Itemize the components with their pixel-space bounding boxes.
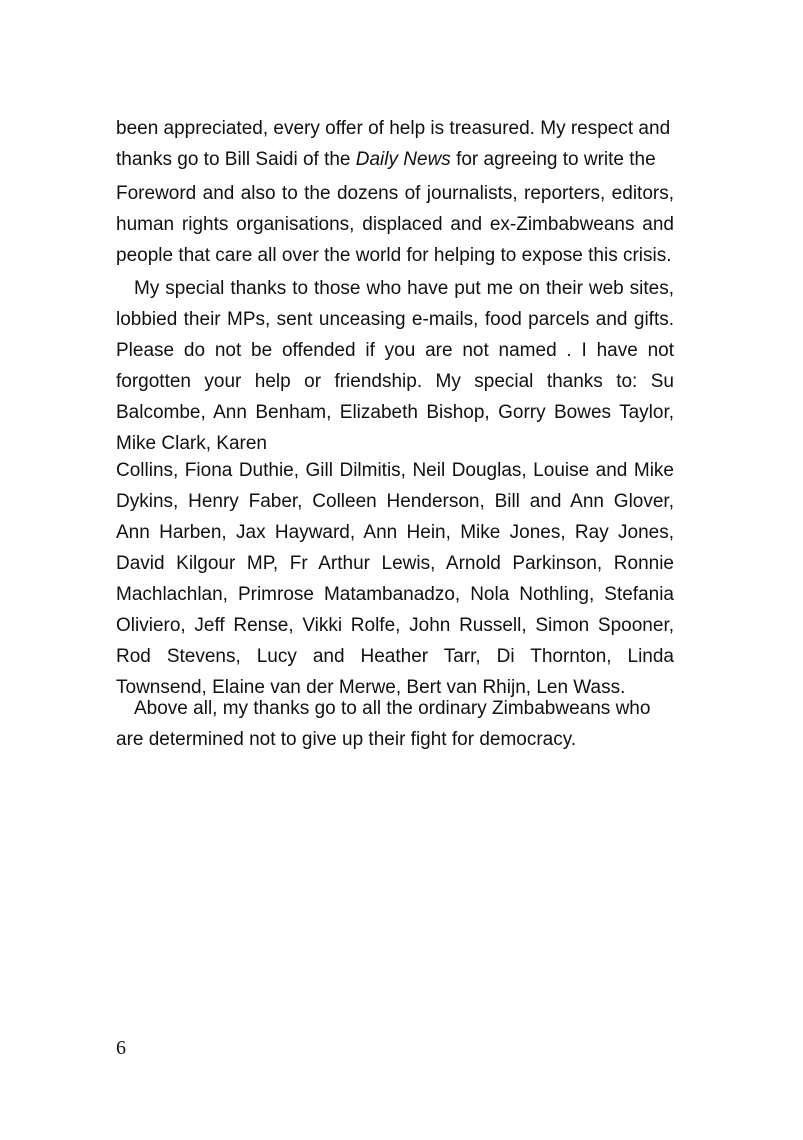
paragraph-special-thanks: My special thanks to those who have put me on their web sites, lobbied their MPs, sent unceasing e-mails, food parcels and gifts. Please do not be offended if you are not named . I have not forgotten your help or friendship. My special thanks to: Su Balcombe, Ann Benham, Elizabeth Bishop, Gorry Bowes Taylor, Mike Clark, Karen (116, 278, 674, 454)
paragraph-names-list: Collins, Fiona Duthie, Gill Dilmitis, Neil Douglas, Louise and Mike Dykins, Henry Faber, Colleen Henderson, Bill and Ann Glover, Ann Harben, Jax Hayward, Ann Hein, Mike Jones, Ray Jones, David Kilgour MP, Fr Arthur Lewis, Arnold Parkinson, Ronnie Machlachlan, Primrose Matambanadzo, Nola Nothling, Stefania Oliviero, Jeff Rense, Vikki Rolfe, John Russell, Simon Spooner, Rod Stevens, Lucy and Heather Tarr, Di Thornton, Linda Townsend, Elaine van der Merwe, Bert van Rhijn, Len Wass. (116, 460, 674, 698)
paragraph-text: been appreciated, every offer of help is treasured. My respect and thanks go to Bill Saidi of the (116, 118, 671, 170)
page-number: 6 (116, 1037, 126, 1059)
paragraph-acknowledgement-start (116, 113, 674, 175)
paragraph-foreword-thanks: Foreword and also to the dozens of journalists, reporters, editors, human rights organisations, displaced and ex-Zimbabweans and people that care all over the world for helping to expose this crisis. (116, 183, 674, 266)
newspaper-title: Daily News (355, 149, 451, 170)
paragraph-text: for agreeing to write the (450, 149, 656, 170)
paragraph-closing-thanks: Above all, my thanks go to all the ordinary Zimbabweans who are determined not to give up their fight for democracy. (116, 698, 651, 750)
